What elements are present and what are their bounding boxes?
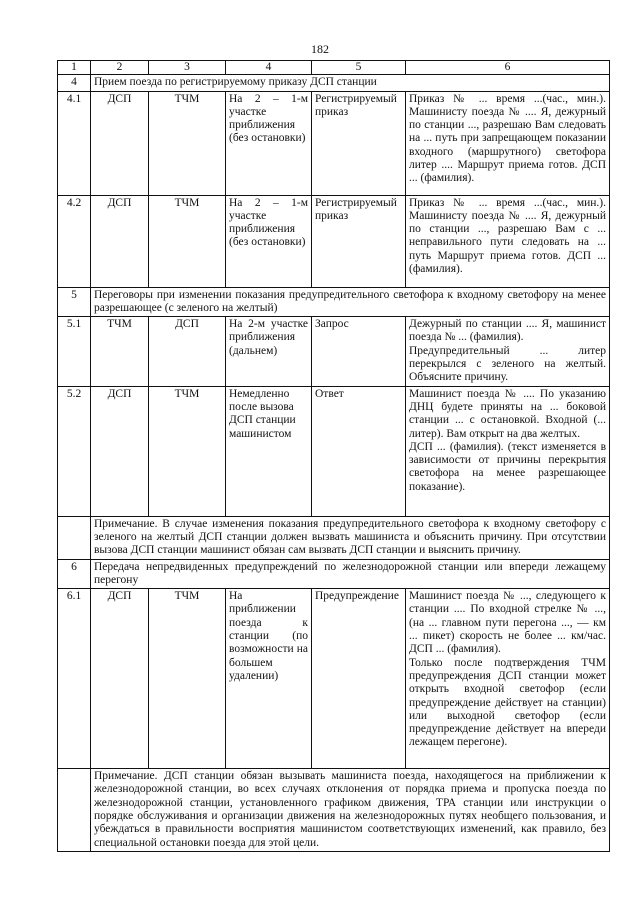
row-text-line: Машинист поезда № .... По указанию ДНЦ будете приняты на ... боковой станции ... с остановкой. Входной (... литер). Вам открыт на два желтых.: [409, 387, 606, 440]
row-from: ДСП: [91, 386, 149, 516]
section-title: Передача непредвиденных предупреждений по железнодорожной станции или впереди лежащему перегону: [91, 559, 610, 589]
row-when: На 2 – 1-м участке приближения (без остановки): [226, 195, 312, 287]
row-from: ДСП: [91, 195, 149, 287]
col-header-2: 2: [91, 61, 149, 75]
table-header-row: [58, 61, 610, 75]
row-to: ТЧМ: [149, 91, 226, 195]
col-header-6: 6: [406, 61, 610, 75]
row-from: ДСП: [91, 589, 149, 769]
row-text-line: Машинист поезда № ..., следующего к станции .... По входной стрелке № ..., (на ... главном пути перегона ..., — км ... пикет) скорость не более ... км/час. ДСП ... (фамилия).: [409, 590, 606, 656]
row-from: ТЧМ: [91, 317, 149, 386]
note-row: [58, 516, 610, 559]
row-from: ДСП: [91, 91, 149, 195]
row-to: ТЧМ: [149, 386, 226, 516]
table-row: [58, 386, 610, 516]
section-title: Переговоры при изменении показания предупредительного светофора к входному светофору на менее разрешающее (с зеленого на желтый): [91, 287, 610, 317]
row-text: Приказ № ... время ...(час., мин.). Машинисту поезда № .... Я, дежурный по станции ..., разрешаю Вам следовать на ... путь при запрещающем показании входного (маршрутного) светофора литер .... Маршрут приема готов. ДСП ... (фамилия).: [406, 91, 610, 195]
col-header-5: 5: [312, 61, 406, 75]
row-text: [406, 317, 610, 386]
table-row: [58, 91, 610, 195]
row-text-line: Предупредительный ... литер перекрылся с зеленого на желтый. Объясните причину.: [409, 344, 606, 384]
row-text-line: Дежурный по станции .... Я, машинист поезда № ... (фамилия).: [409, 318, 606, 344]
row-when: На приближении поезда к станции (по возможности на большем удалении): [226, 589, 312, 769]
row-to: ТЧМ: [149, 195, 226, 287]
row-text: [406, 589, 610, 769]
row-type: Предупреждение: [312, 589, 406, 769]
section-title: Прием поезда по регистрируемому приказу ДСП станции: [91, 75, 610, 91]
row-to: ДСП: [149, 317, 226, 386]
row-when: На 2-м участке приближения (дальнем): [226, 317, 312, 386]
row-number: 4.1: [58, 91, 91, 195]
section-row: [58, 287, 610, 317]
row-number: 4.2: [58, 195, 91, 287]
row-type: Регистрируемый приказ: [312, 195, 406, 287]
col-header-4: 4: [226, 61, 312, 75]
row-type: Регистрируемый приказ: [312, 91, 406, 195]
col-header-3: 3: [149, 61, 226, 75]
row-text-line: Только после подтверждения ТЧМ предупреждения ДСП станции может открыть входной светофор (если предупреждение действует на станции) или выходной светофор (если предупреждение действует на впереди лежащем перегоне).: [409, 656, 606, 749]
row-when: На 2 – 1-м участке приближения (без остановки): [226, 91, 312, 195]
row-number: 5.2: [58, 386, 91, 516]
row-number: 5.1: [58, 317, 91, 386]
row-to: ТЧМ: [149, 589, 226, 769]
note-text: Примечание. ДСП станции обязан вызывать машиниста поезда, находящегося на приближении к железнодорожной станции, во всех случаях отклонения от порядка приема и пропуска поезда по железнодорожной станции, установленного графиком движения, ТРА станции или инструкции о порядке обслуживания и организации движения на железнодорожных путях необщего пользования, и убеждаться в правильности восприятия машинистом соответствующих изменений, как правило, без специальной остановки поезда для этой цели.: [91, 769, 610, 852]
row-when: Немедленно после вызова ДСП станции машинистом: [226, 386, 312, 516]
section-row: [58, 75, 610, 91]
row-type: Запрос: [312, 317, 406, 386]
section-row: [58, 559, 610, 589]
row-text: [406, 386, 610, 516]
col-header-1: 1: [58, 61, 91, 75]
page-number: 182: [311, 42, 329, 56]
section-number: 4: [58, 75, 91, 91]
table-row: [58, 317, 610, 386]
instructions-table: [57, 60, 610, 852]
table-row: [58, 589, 610, 769]
row-number: 6.1: [58, 589, 91, 769]
row-type: Ответ: [312, 386, 406, 516]
section-number: 5: [58, 287, 91, 317]
row-text: Приказ № ... время ...(час., мин.). Машинисту поезда № .... Я, дежурный по станции ..., разрешаю Вам с ... неправильного пути следовать на ... путь Маршрут приема готов. ДСП ... (фамилия).: [406, 195, 610, 287]
row-text-line: ДСП ... (фамилия). (текст изменяется в зависимости от причины перекрытия светофора на менее разрешающее показание).: [409, 440, 606, 493]
note-row: [58, 769, 610, 852]
note-text: Примечание. В случае изменения показания предупредительного светофора к входному светофору с зеленого на желтый ДСП станции должен вызвать машиниста и объяснить причину. При отсутствии вызова ДСП станции машинист обязан сам вызвать ДСП станции и выяснить причину.: [91, 516, 610, 559]
table-row: [58, 195, 610, 287]
section-number: 6: [58, 559, 91, 589]
